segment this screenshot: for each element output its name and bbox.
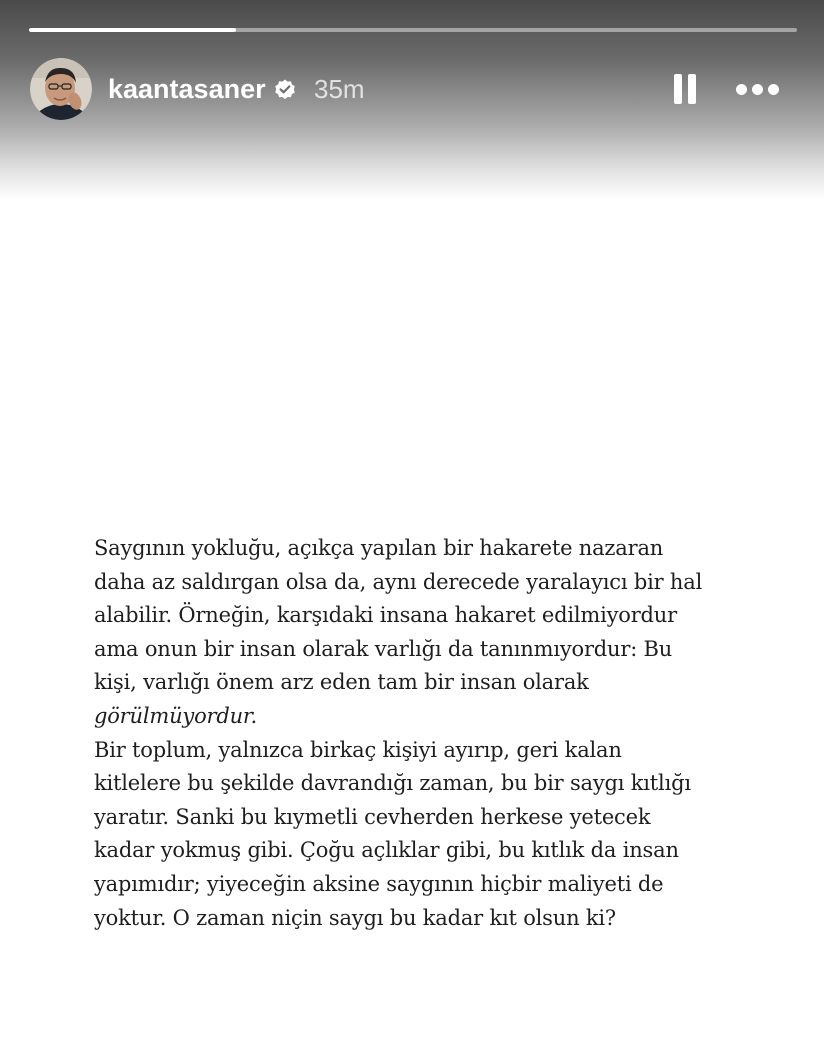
text-line: kitlelere bu şekilde davrandığı zaman, bu bir saygı kıtlığı — [94, 771, 691, 796]
text-line: kadar yokmuş gibi. Çoğu açlıklar gibi, bu kıtlık da insan — [94, 838, 679, 863]
text-line: kişi, varlığı önem arz eden tam bir insan olarak — [94, 670, 589, 695]
story-text-content — [94, 532, 784, 935]
text-line: Bir toplum, yalnızca birkaç kişiyi ayırıp, geri kalan — [94, 737, 622, 762]
text-line: alabilir. Örneğin, karşıdaki insana hakaret edilmiyordur — [94, 603, 677, 628]
more-options-button[interactable] — [730, 72, 786, 108]
text-line: yoktur. O zaman niçin saygı bu kadar kıt olsun ki? — [94, 905, 616, 930]
profile-photo-icon — [30, 58, 92, 120]
text-line: yapımıdır; yiyeceğin aksine saygının hiçbir maliyeti de — [94, 871, 664, 896]
verified-badge-icon — [273, 78, 297, 102]
avatar[interactable] — [30, 58, 92, 120]
text-line: Saygının yokluğu, açıkça yapılan bir hakarete nazaran — [94, 536, 664, 560]
text-line: yaratır. Sanki bu kıymetli cevherden herkese yetecek — [94, 804, 651, 829]
text-line-italic: görülmüyordur. — [94, 703, 257, 728]
post-time: 35m — [314, 74, 365, 104]
text-line: ama onun bir insan olarak varlığı da tanınmıyordur: Bu — [94, 636, 673, 661]
story-progress-fill — [29, 28, 236, 32]
text-line: daha az saldırgan olsa da, aynı derecede yaralayıcı bir hal — [94, 569, 703, 594]
story-progress-bar — [29, 28, 797, 32]
username[interactable]: kaantasaner — [108, 74, 266, 104]
pause-button[interactable] — [668, 70, 702, 110]
